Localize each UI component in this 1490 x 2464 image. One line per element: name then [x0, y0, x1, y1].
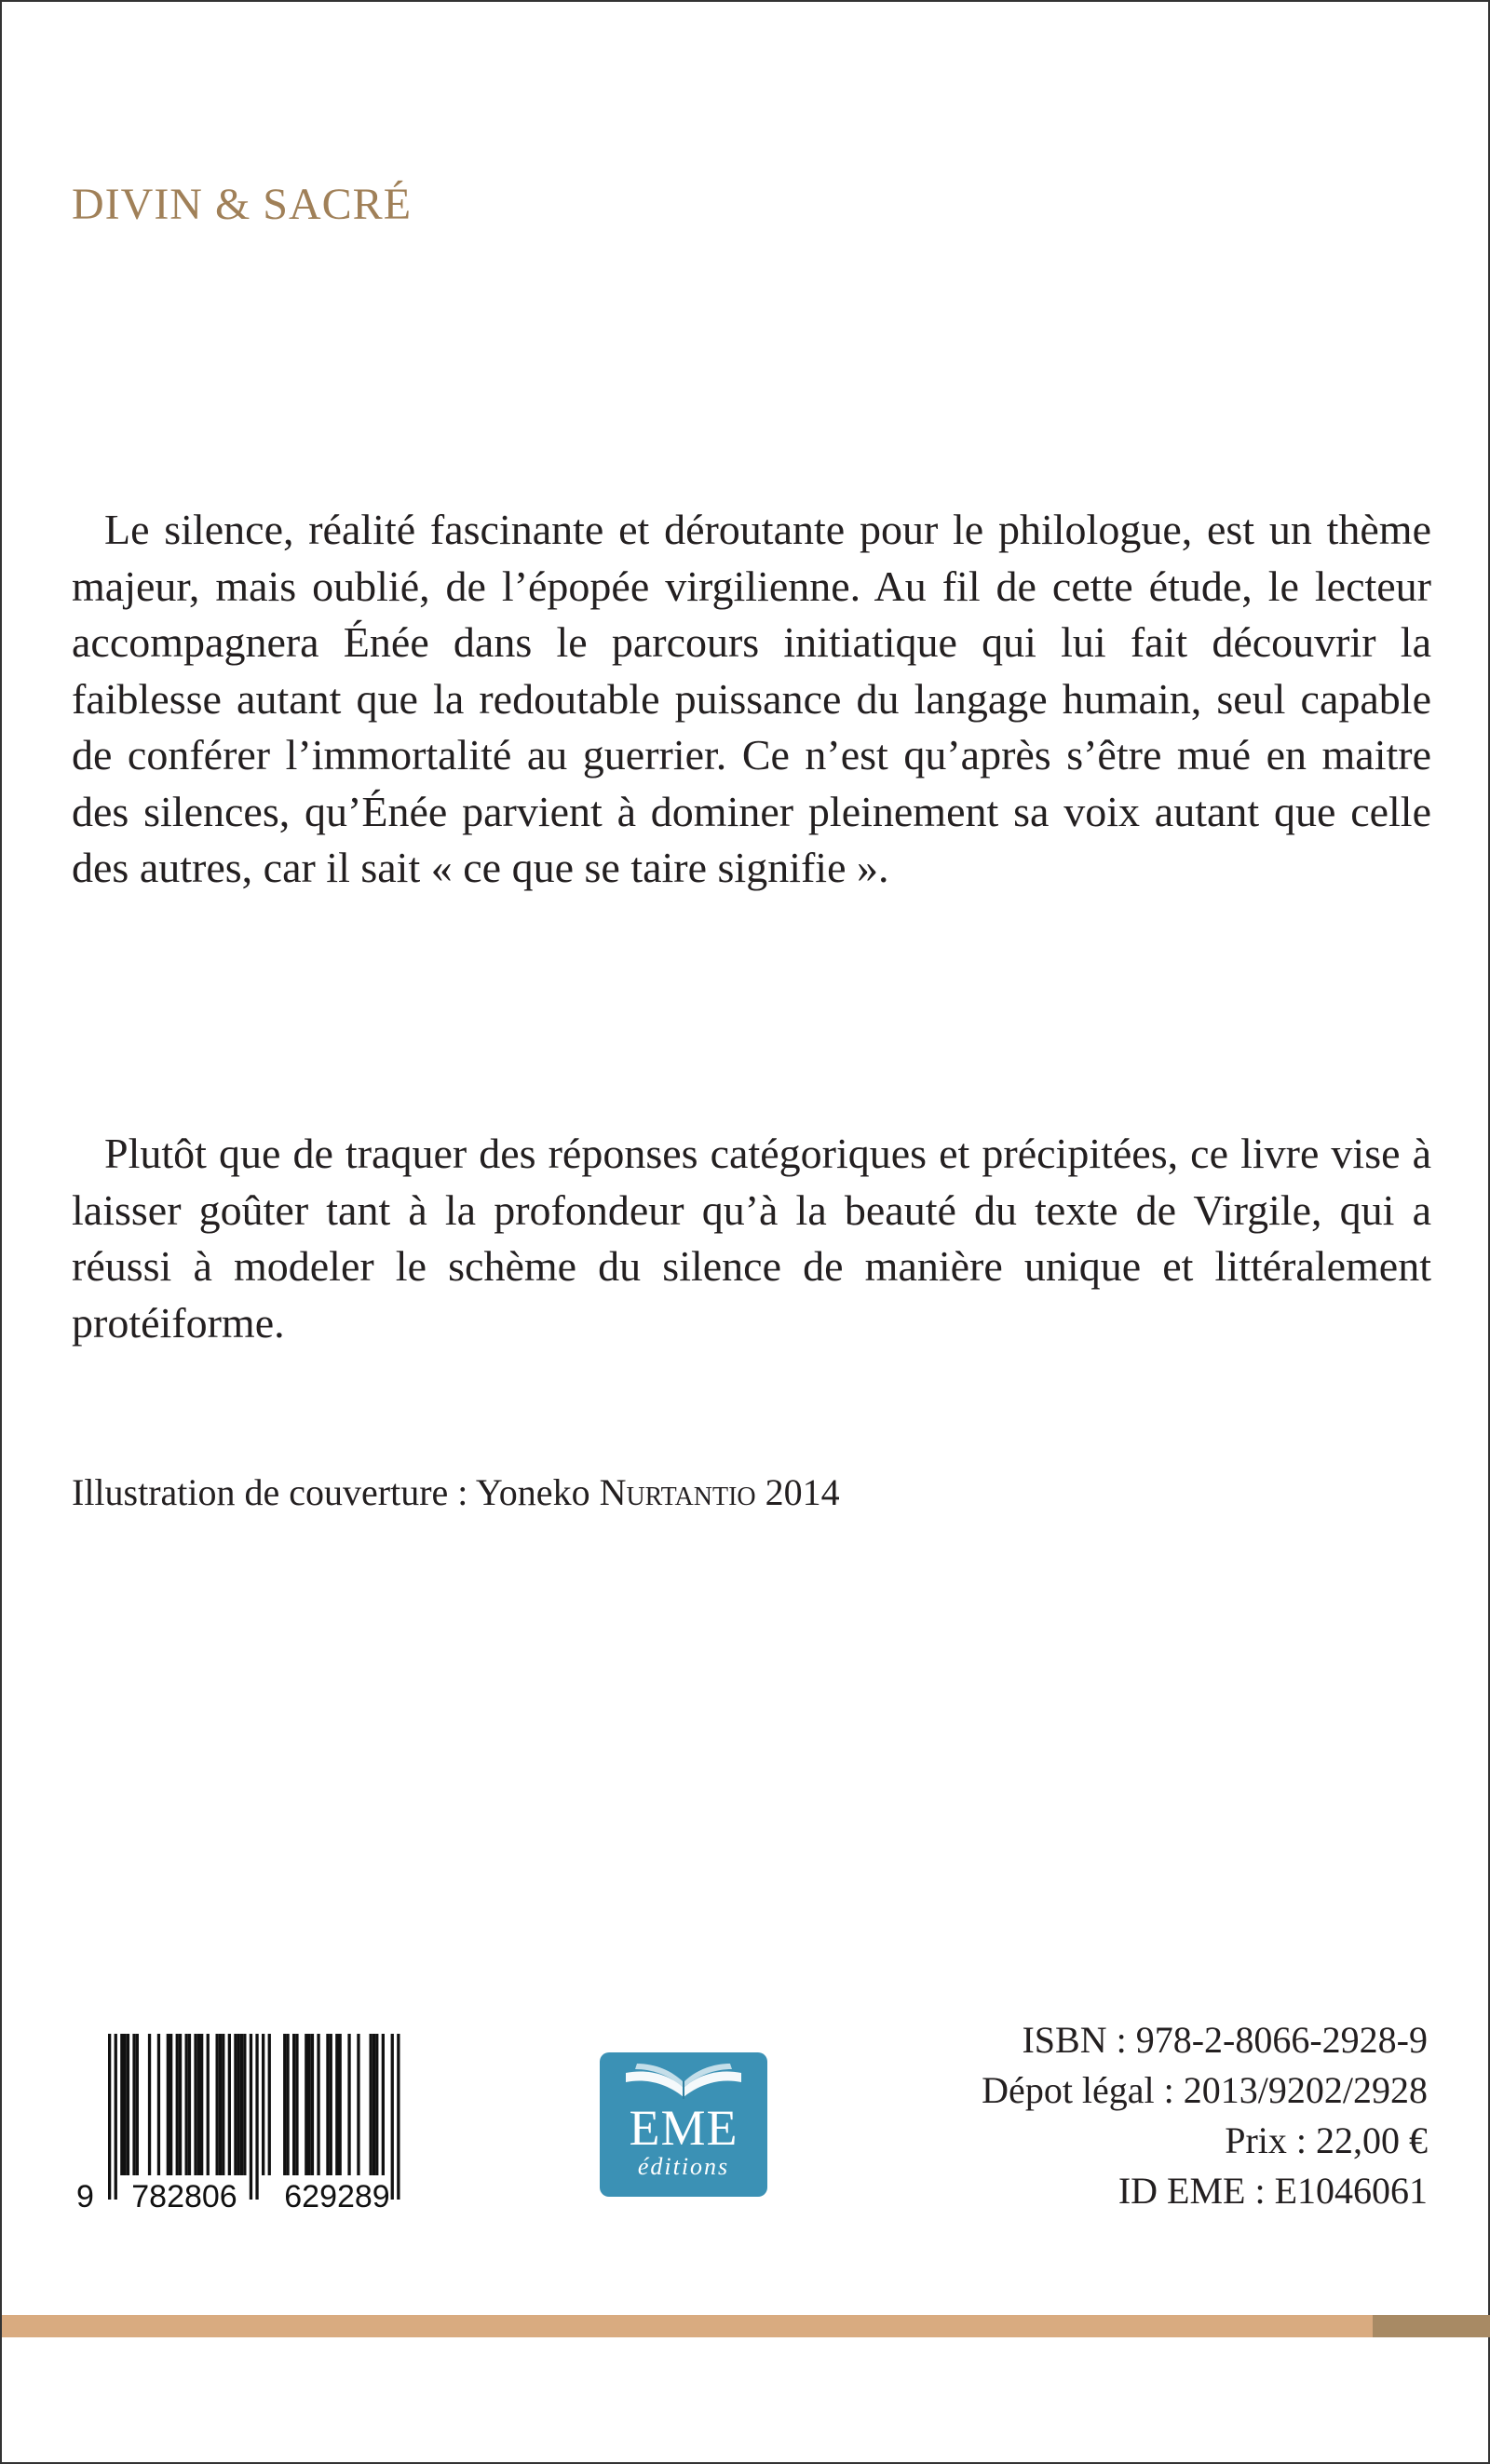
barcode-bar: [250, 2034, 252, 2200]
blurb-paragraph-1: Le silence, réalité fascinante et déroutante pour le philologue, est un thème majeur, mais oublié, de l’épopée virgilienne. Au fil de cette étude, le lecteur accompagnera Énée dans le parcours initiatique qui lui fait découvrir la faiblesse autant que la redoutable puissance du langage humain, seul capable de conférer l’immortalité au guerrier. Ce n’est qu’après s’être mué en maitre des silences, qu’Énée parvient à dominer pleinement sa voix autant que celle des autres, car il sait « ce que se taire signifie ».: [72, 506, 1431, 891]
barcode-bar: [391, 2034, 394, 2200]
barcode-bar: [305, 2034, 307, 2175]
barcode-digits-group-2: 629289: [284, 2179, 390, 2214]
barcode-bar: [179, 2034, 182, 2175]
barcode-bar: [243, 2034, 246, 2175]
barcode-bar: [157, 2034, 160, 2175]
series-title: DIVIN & SACRÉ: [72, 180, 413, 229]
bottom-color-band: [2, 2315, 1490, 2337]
barcode-bar: [200, 2034, 203, 2175]
blurb-paragraph-2: Plutôt que de traquer des réponses catégoriques et précipitées, ce livre vise à laisser goûter tant à la profondeur qu’à la beauté du texte de Virgile, qui a réussi à modeler le schème du silence de manière unique et littéralement protéiforme.: [72, 1130, 1431, 1347]
barcode-bar: [207, 2034, 210, 2175]
bottom-band-accent: [1373, 2315, 1490, 2337]
barcode-bar: [127, 2034, 129, 2175]
barcode-bar: [268, 2034, 271, 2175]
barcode-bar: [292, 2034, 295, 2175]
barcode-bar: [194, 2034, 196, 2175]
barcode-digits-group-1: 782806: [131, 2179, 237, 2214]
isbn-barcode: [74, 2032, 438, 2214]
barcode-bar: [234, 2034, 237, 2175]
publisher-id-text: ID EME : E1046061: [1118, 2170, 1428, 2212]
credit-artist-surname: Nurtantio: [599, 1471, 756, 1513]
credit-prefix: Illustration de couverture : Yoneko: [72, 1471, 600, 1513]
barcode-bar: [124, 2034, 127, 2175]
publication-info: [982, 2015, 1428, 2216]
barcode-digit-first: 9: [76, 2179, 94, 2214]
barcode-bar: [382, 2034, 385, 2175]
barcode-bar: [372, 2034, 375, 2175]
barcode-bar: [347, 2034, 350, 2175]
barcode-bar: [115, 2034, 117, 2200]
barcode-bars: [108, 2034, 400, 2200]
credit-year: 2014: [755, 1471, 840, 1513]
logo-tagline: éditions: [637, 2153, 730, 2180]
barcode-bar: [167, 2034, 169, 2175]
barcode-bar: [136, 2034, 139, 2175]
barcode-bar: [335, 2034, 338, 2175]
barcode-bar: [370, 2034, 372, 2175]
illustration-credit: [72, 1470, 840, 1514]
barcode-bar: [108, 2034, 111, 2200]
barcode-bar: [375, 2034, 378, 2175]
barcode-bar: [357, 2034, 359, 2175]
barcode-bar: [188, 2034, 191, 2175]
barcode-bar: [219, 2034, 222, 2175]
barcode-bar: [222, 2034, 224, 2175]
barcode-bar: [317, 2034, 319, 2175]
barcode-bar: [169, 2034, 172, 2175]
barcode-bar: [176, 2034, 179, 2175]
barcode-bar: [330, 2034, 332, 2175]
barcode-bar: [283, 2034, 286, 2175]
isbn-text: ISBN : 978-2-8066-2928-9: [1022, 2019, 1428, 2061]
barcode-bar: [185, 2034, 188, 2175]
barcode-bar: [148, 2034, 151, 2175]
price-text: Prix : 22,00 €: [1225, 2119, 1428, 2161]
barcode-bar: [240, 2034, 243, 2175]
barcode-bar: [255, 2034, 258, 2200]
barcode-bar: [237, 2034, 240, 2175]
barcode-bar: [308, 2034, 311, 2175]
barcode-bar: [397, 2034, 400, 2200]
barcode-bar: [197, 2034, 200, 2175]
barcode-bar: [262, 2034, 264, 2175]
barcode-bar: [326, 2034, 329, 2175]
barcode-bar: [286, 2034, 289, 2175]
barcode-bar: [339, 2034, 342, 2175]
barcode-bar: [132, 2034, 135, 2175]
eme-editions-logo: [600, 2052, 767, 2197]
legal-deposit-text: Dépot légal : 2013/9202/2928: [982, 2069, 1428, 2111]
barcode-bar: [228, 2034, 231, 2175]
barcode-bar: [120, 2034, 123, 2175]
logo-wordmark: EME: [629, 2100, 738, 2156]
barcode-bar: [295, 2034, 298, 2175]
barcode-bar: [311, 2034, 314, 2175]
barcode-bar: [216, 2034, 219, 2175]
